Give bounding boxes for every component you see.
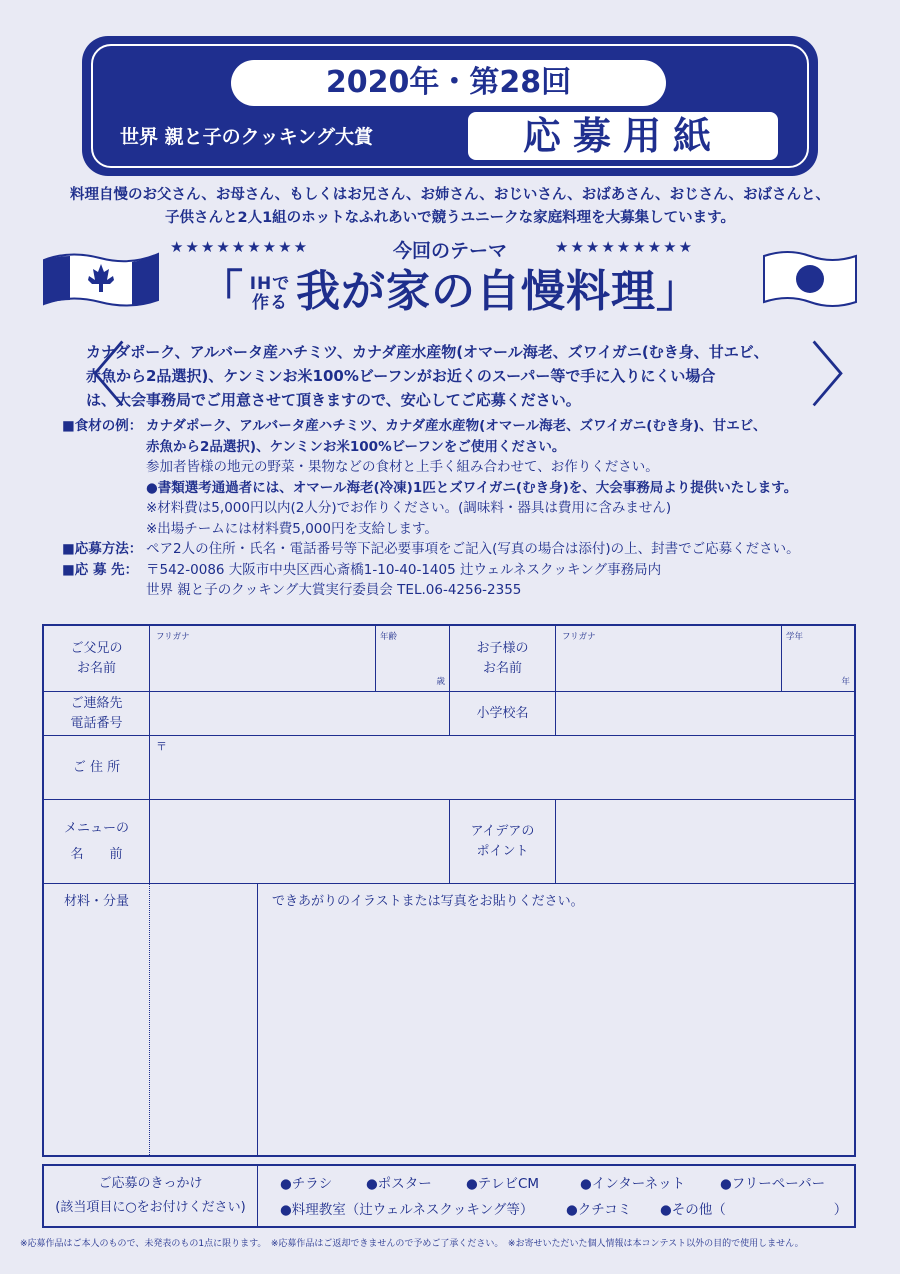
- trigger-option-cooking-class[interactable]: ●料理教室（辻ウェルネスクッキング等）: [280, 1202, 534, 1218]
- ingredients-label: ■食材の例：: [62, 418, 143, 434]
- grade-label: 学年: [786, 632, 804, 642]
- school-field[interactable]: [556, 692, 854, 736]
- canada-flag-icon: [40, 248, 162, 310]
- idea-point-field[interactable]: [556, 800, 854, 884]
- contact-label-l2: 電話番号: [70, 715, 123, 731]
- notice-text: [86, 340, 826, 412]
- postal-mark: 〒: [156, 740, 167, 753]
- intro-line: 子供さんと2人1組のホットなふれあいで競うユニークな家庭料理を大募集しています。: [164, 210, 735, 226]
- ingredients-line: ※出場チームには材料費5,000円を支給します。: [146, 520, 438, 537]
- idea-point-label-l2: ポイント: [476, 843, 529, 859]
- notice-line: カナダポーク、アルバータ産ハチミツ、カナダ産水産物(オマール海老、ズワイガニ(むき身、甘エビ、: [86, 343, 769, 361]
- notice-line: は、大会事務局でご用意させて頂きますので、安心してご応募ください。: [86, 391, 581, 409]
- theme-ih-top: IHで: [249, 274, 291, 294]
- contest-name: 世界 親と子のクッキング大賞: [120, 126, 374, 148]
- japan-flag-icon: [760, 248, 860, 310]
- intro-line: 料理自慢のお父さん、お母さん、もしくはお兄さん、お姉さん、おじいさん、おばあさん、おじさん、おばさんと、: [69, 187, 831, 203]
- trigger-option-flyer[interactable]: ●チラシ: [280, 1176, 333, 1192]
- parent-name-field[interactable]: [150, 626, 376, 692]
- stars-right: ★★★★★★★★★: [555, 238, 695, 256]
- destination-line: 〒542-0086 大阪市中央区西心斎橋1-10-40-1405 辻ウェルネスクッキング事務局内: [146, 561, 662, 578]
- materials-label: 材料・分量: [44, 884, 150, 1155]
- address-label: ご 住 所: [44, 736, 150, 800]
- materials-field[interactable]: [150, 884, 258, 1155]
- edition-title: 2020年・第28回: [231, 60, 666, 106]
- theme-ih-label: [244, 275, 296, 313]
- photo-area[interactable]: [258, 884, 854, 1155]
- contact-label-l1: ご連絡先: [70, 695, 123, 711]
- intro-text: [30, 184, 870, 230]
- notice-right-mark: 〉: [810, 335, 880, 417]
- grade-unit: 年: [841, 677, 850, 687]
- address-field[interactable]: [150, 736, 854, 800]
- age-label: 年齢: [380, 632, 398, 642]
- trigger-option-other[interactable]: ●その他（ ）: [660, 1202, 848, 1218]
- notice-left-mark: 〈: [56, 335, 126, 417]
- parent-age-field[interactable]: [376, 626, 450, 692]
- parent-name-label-l2: お名前: [76, 660, 116, 676]
- contact-label: [44, 692, 150, 736]
- school-label: 小学校名: [450, 692, 556, 736]
- menu-name-label-l1: メニューの: [63, 820, 129, 836]
- theme-ih-bottom: 作る: [252, 293, 288, 313]
- theme-label: 今回のテーマ: [392, 240, 507, 262]
- menu-name-label-l2: 名 前: [70, 846, 123, 862]
- menu-name-field[interactable]: [150, 800, 450, 884]
- theme-title: [170, 262, 730, 322]
- child-name-label-l2: お名前: [482, 660, 522, 676]
- destination-line: 世界 親と子のクッキング大賞実行委員会 TEL.06-4256-2355: [146, 582, 522, 598]
- ingredients-line: カナダポーク、アルバータ産ハチミツ、カナダ産水産物(オマール海老、ズワイガニ(むき身)、甘エビ、: [146, 418, 767, 434]
- method-label: ■応募方法：: [62, 541, 143, 557]
- theme-close-bracket: 」: [656, 266, 701, 317]
- age-unit: 歳: [436, 677, 445, 687]
- furigana-label: フリガナ: [156, 632, 190, 642]
- ingredients-line: 赤魚から2品選択)、ケンミンお米100%ビーフンをご使用ください。: [146, 438, 566, 455]
- entry-form: [42, 624, 856, 1157]
- idea-point-label: [450, 800, 556, 884]
- parent-name-label: [44, 626, 150, 692]
- form-title: 応募用紙: [468, 112, 778, 160]
- parent-name-label-l1: ご父兄の: [70, 640, 123, 656]
- child-name-field[interactable]: [556, 626, 782, 692]
- trigger-option-internet[interactable]: ●インターネット: [580, 1176, 686, 1192]
- trigger-label: [44, 1166, 258, 1226]
- theme-open-bracket: 「: [199, 266, 244, 317]
- trigger-option-freepaper[interactable]: ●フリーペーパー: [720, 1176, 826, 1192]
- trigger-option-tvcm[interactable]: ●テレビCM: [466, 1176, 540, 1192]
- child-name-label: [450, 626, 556, 692]
- footnote: ※応募作品はご本人のもので、未発表のもの1点に限ります。 ※応募作品はご返却できませんので予めご了承ください。 ※お寄せいただいた個人情報は本コンテスト以外の目的で使用しません。: [20, 1239, 804, 1249]
- trigger-label-l1: ご応募のきっかけ: [98, 1176, 203, 1191]
- method-text: ペア2人の住所・氏名・電話番号等下記必要事項をご記入(写真の場合は添付)の上、封書でご応募ください。: [146, 541, 800, 557]
- info-section: [62, 416, 862, 601]
- ingredients-line: ●書類選考通過者には、オマール海老(冷凍)1匹とズワイガニ(むき身)を、大会事務局より提供いたします。: [146, 479, 798, 496]
- photo-instruction: できあがりのイラストまたは写真をお貼りください。: [272, 894, 584, 909]
- trigger-option-word-of-mouth[interactable]: ●クチコミ: [566, 1202, 632, 1218]
- trigger-label-l2: (該当項目に○をお付けください): [55, 1200, 246, 1215]
- destination-label: ■応 募 先：: [62, 561, 139, 578]
- furigana-label: フリガナ: [562, 632, 596, 642]
- contact-field[interactable]: [150, 692, 450, 736]
- theme-main: 我が家の自慢料理: [296, 266, 656, 317]
- trigger-option-poster[interactable]: ●ポスター: [366, 1176, 432, 1192]
- notice-line: 赤魚から2品選択)、ケンミンお米100%ビーフンがお近くのスーパー等で手に入りにくい場合: [86, 367, 716, 385]
- child-grade-field[interactable]: [782, 626, 854, 692]
- ingredients-line: 参加者皆様の地元の野菜・果物などの食材と上手く組み合わせて、お作りください。: [146, 459, 659, 475]
- trigger-section: [42, 1164, 856, 1228]
- idea-point-label-l1: アイデアの: [470, 823, 535, 839]
- menu-name-label: [44, 800, 150, 884]
- ingredients-line: ※材料費は5,000円以内(2人分)でお作りください。(調味料・器具は費用に含みません): [146, 500, 672, 516]
- stars-left: ★★★★★★★★★: [170, 238, 310, 256]
- child-name-label-l1: お子様の: [476, 640, 529, 656]
